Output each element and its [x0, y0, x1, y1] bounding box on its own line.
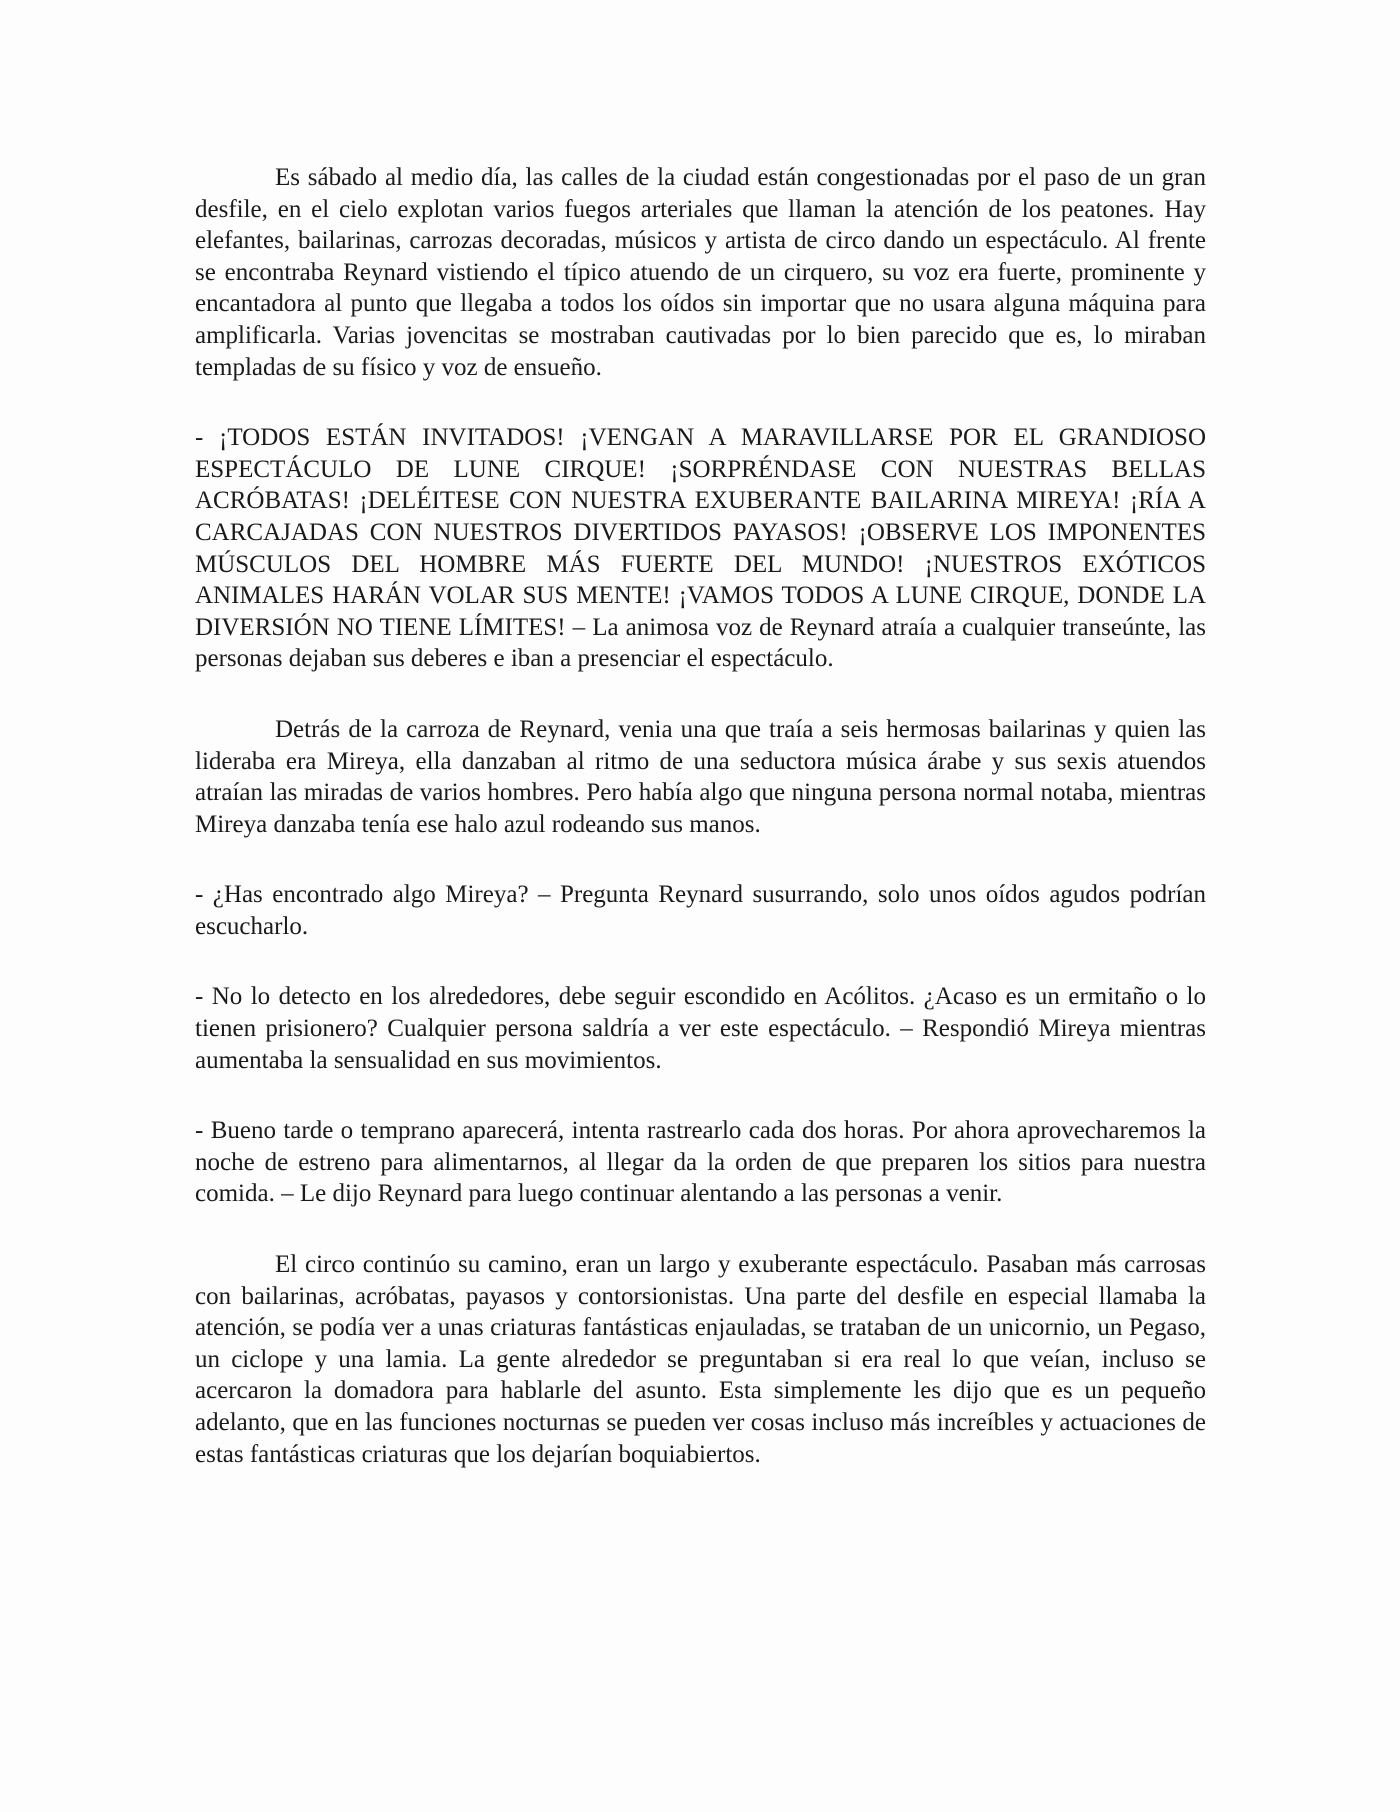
paragraph-4-dialogue: - ¿Has encontrado algo Mireya? – Pregunta Reynard susurrando, solo unos oídos agudos podrían escucharlo.: [195, 881, 1206, 940]
paragraph-5-dialogue: - No lo detecto en los alrededores, debe seguir escondido en Acólitos. ¿Acaso es un ermitaño o lo tienen prisionero? Cualquier persona saldría a ver este espectáculo. – Respondió Mireya mientras aumentaba la sensualidad en sus movimientos.: [195, 983, 1206, 1074]
paragraph-3: Detrás de la carroza de Reynard, venia una que traía a seis hermosas bailarinas y quien las lideraba era Mireya, ella danzaban al ritmo de una seductora música árabe y sus sexis atuendos atraían las miradas de varios hombres. Pero había algo que ninguna persona normal notaba, mientras Mireya danzaba tenía ese halo azul rodeando sus manos.: [195, 715, 1206, 838]
paragraph-7: El circo continúo su camino, eran un largo y exuberante espectáculo. Pasaban más carrosas con bailarinas, acróbatas, payasos y contorsionistas. Una parte del desfile en especial llamaba la atención, se podía ver a unas criaturas fantásticas enjauladas, se trataban de un unicornio, un Pegaso, un ciclope y una lamia. La gente alrededor se preguntaban si era real lo que veían, incluso se acercaron la domadora para hablarle del asunto. Esta simplemente les dijo que es un pequeño adelanto, que en las funciones nocturnas se pueden ver cosas incluso más increíbles y actuaciones de estas fantásticas criaturas que los dejarían boquiabiertos.: [195, 1251, 1206, 1468]
paragraph-6-dialogue: - Bueno tarde o temprano aparecerá, intenta rastrearlo cada dos horas. Por ahora aprovecharemos la noche de estreno para alimentarnos, al llegar da la orden de que preparen los sitios para nuestra comida. – Le dijo Reynard para luego continuar alentando a las personas a venir.: [195, 1117, 1206, 1208]
paragraph-2-dialogue: - ¡TODOS ESTÁN INVITADOS! ¡VENGAN A MARAVILLARSE POR EL GRANDIOSO ESPECTÁCULO DE LUNE CIRQUE! ¡SORPRÉNDASE CON NUESTRAS BELLAS ACRÓBATAS! ¡DELÉITESE CON NUESTRA EXUBERANTE BAILARINA MIREYA! ¡RÍA A CARCAJADAS CON NUESTROS DIVERTIDOS PAYASOS! ¡OBSERVE LOS IMPONENTES MÚSCULOS DEL HOMBRE MÁS FUERTE DEL MUNDO! ¡NUESTROS EXÓTICOS ANIMALES HARÁN VOLAR SUS MENTE! ¡VAMOS TODOS A LUNE CIRQUE, DONDE LA DIVERSIÓN NO TIENE LÍMITES! – La animosa voz de Reynard atraía a cualquier transeúnte, las personas dejaban sus deberes e iban a presenciar el espectáculo.: [195, 424, 1206, 673]
document-body: [195, 162, 1206, 1509]
paragraph-1: Es sábado al medio día, las calles de la ciudad están congestionadas por el paso de un gran desfile, en el cielo explotan varios fuegos arteriales que llaman la atención de los peatones. Hay elefantes, bailarinas, carrozas decoradas, músicos y artista de circo dando un espectáculo. Al frente se encontraba Reynard vistiendo el típico atuendo de un cirquero, su voz era fuerte, prominente y encantadora al punto que llegaba a todos los oídos sin importar que no usara alguna máquina para amplificarla. Varias jovencitas se mostraban cautivadas por lo bien parecido que es, lo miraban templadas de su físico y voz de ensueño.: [195, 164, 1206, 381]
